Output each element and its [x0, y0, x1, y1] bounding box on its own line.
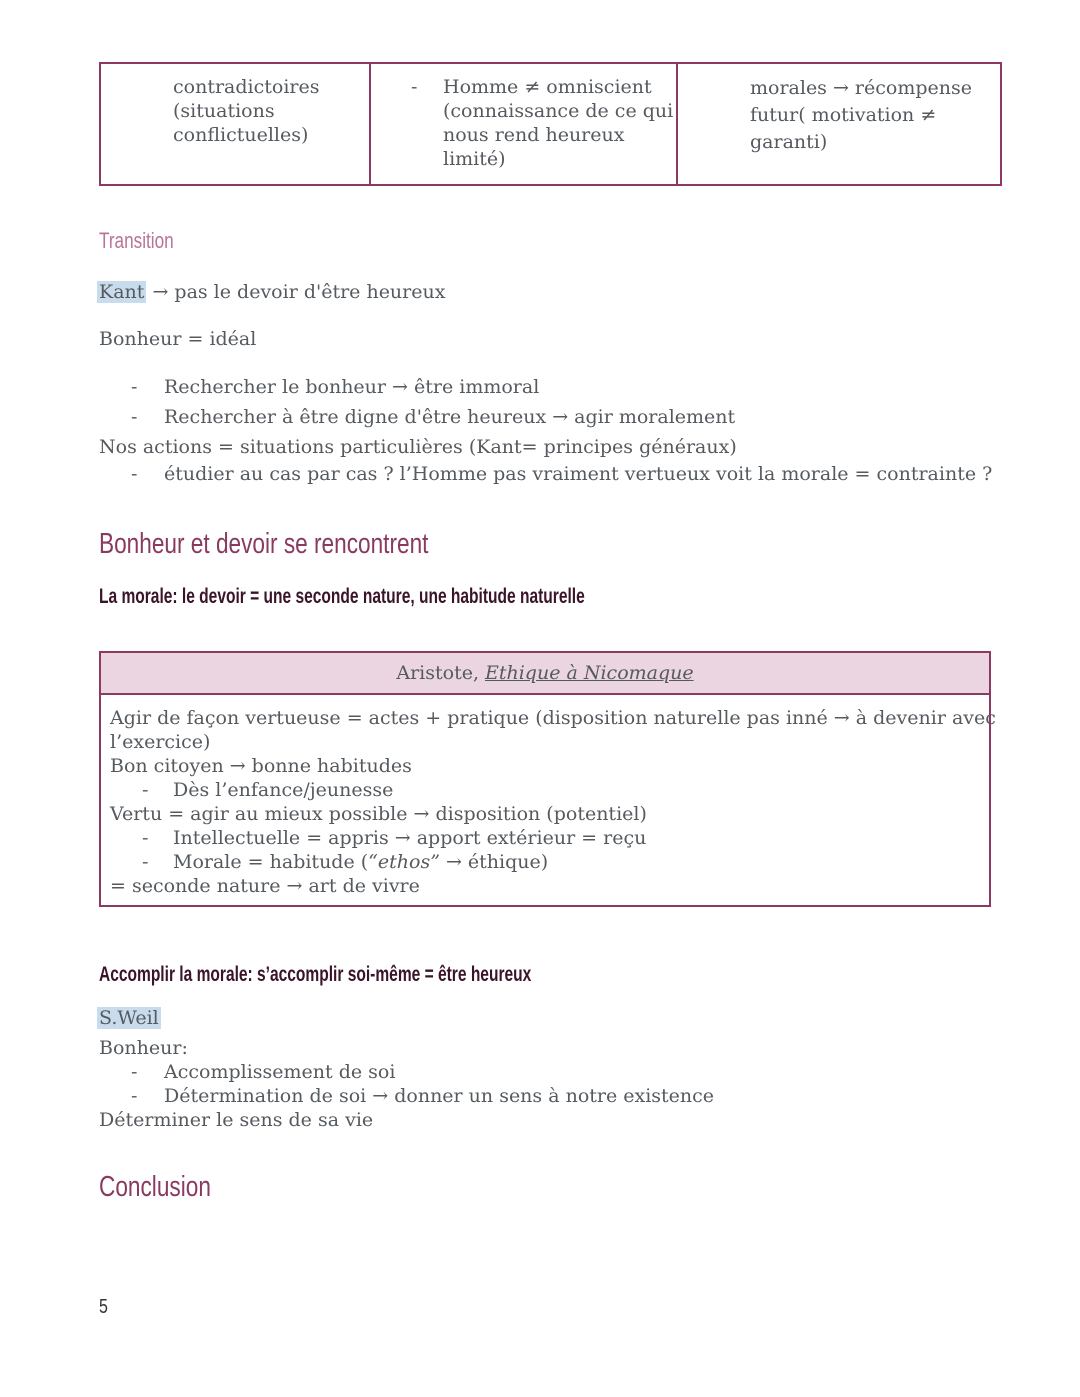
kant-line: [99, 280, 445, 304]
sens-vie-line: Déterminer le sens de sa vie: [99, 1109, 374, 1131]
aristote-box: [99, 651, 996, 907]
dash: -: [411, 76, 418, 98]
author-name: Aristote,: [396, 662, 479, 684]
dash: -: [131, 376, 138, 398]
dash: -: [131, 463, 138, 485]
subsection-heading: Accomplir la morale: s’accomplir soi-même = être heureux: [99, 963, 532, 986]
ethos-term: “ethos”: [368, 851, 440, 873]
table-cell-3: [678, 64, 1000, 184]
work-title: Ethique à Nicomaque: [484, 662, 694, 684]
box-line: Agir de façon vertueuse = actes + pratique (disposition naturelle pas inné → à devenir avec: [110, 707, 996, 729]
weil-line: [99, 1006, 161, 1030]
dash: -: [131, 406, 138, 428]
kant-highlight: Kant: [99, 281, 145, 303]
box-line: = seconde nature → art de vivre: [110, 875, 420, 897]
dash: -: [131, 1061, 138, 1083]
bonheur-label: Bonheur:: [99, 1037, 188, 1059]
actions-line: Nos actions = situations particulières (Kant= principes généraux): [99, 436, 737, 458]
list-item-text: Détermination de soi → donner un sens à notre existence: [164, 1085, 715, 1107]
kant-rest: → pas le devoir d'être heureux: [146, 281, 446, 303]
box-line: Dès l’enfance/jeunesse: [173, 779, 394, 801]
list-item-text: étudier au cas par cas ? l’Homme pas vraiment vertueux voit la morale = contrainte ?: [164, 463, 993, 485]
box-line: l’exercice): [110, 731, 211, 753]
list-item-text: Accomplissement de soi: [164, 1061, 396, 1083]
table-cell-text: morales → récompense futur( motivation ≠ garanti): [750, 77, 972, 153]
table-cell-text: contradictoires (situations conflictuelles): [173, 76, 320, 146]
list-item-text: Rechercher le bonheur → être immoral: [164, 376, 540, 398]
conclusion-heading: Conclusion: [99, 1171, 211, 1203]
dash: -: [142, 779, 149, 801]
box-line-part: → éthique): [439, 851, 549, 873]
dash: -: [142, 851, 149, 873]
section-heading: Bonheur et devoir se rencontrent: [99, 528, 429, 560]
box-line: Intellectuelle = appris → apport extérieur = reçu: [173, 827, 647, 849]
box-line: Vertu = agir au mieux possible → disposition (potentiel): [110, 803, 647, 825]
table-cell-text: Homme ≠ omniscient (connaissance de ce qui nous rend heureux limité): [443, 76, 674, 170]
list-item-text: Rechercher à être digne d'être heureux → agir moralement: [164, 406, 736, 428]
summary-table: [99, 62, 1002, 186]
aristote-box-header: [101, 653, 989, 695]
box-line-part: Morale = habitude (: [173, 851, 369, 873]
transition-heading: Transition: [99, 228, 174, 253]
subsection-heading: La morale: le devoir = une seconde nature, une habitude naturelle: [99, 585, 585, 608]
dash: -: [131, 1085, 138, 1107]
page-number: 5: [99, 1296, 108, 1318]
box-line: Bon citoyen → bonne habitudes: [110, 755, 412, 777]
bonheur-ideal: Bonheur = idéal: [99, 328, 257, 350]
weil-highlight: S.Weil: [99, 1007, 159, 1029]
dash: -: [142, 827, 149, 849]
table-cell-1: [101, 64, 371, 184]
box-line: [173, 850, 548, 874]
table-cell-2: [371, 64, 678, 184]
